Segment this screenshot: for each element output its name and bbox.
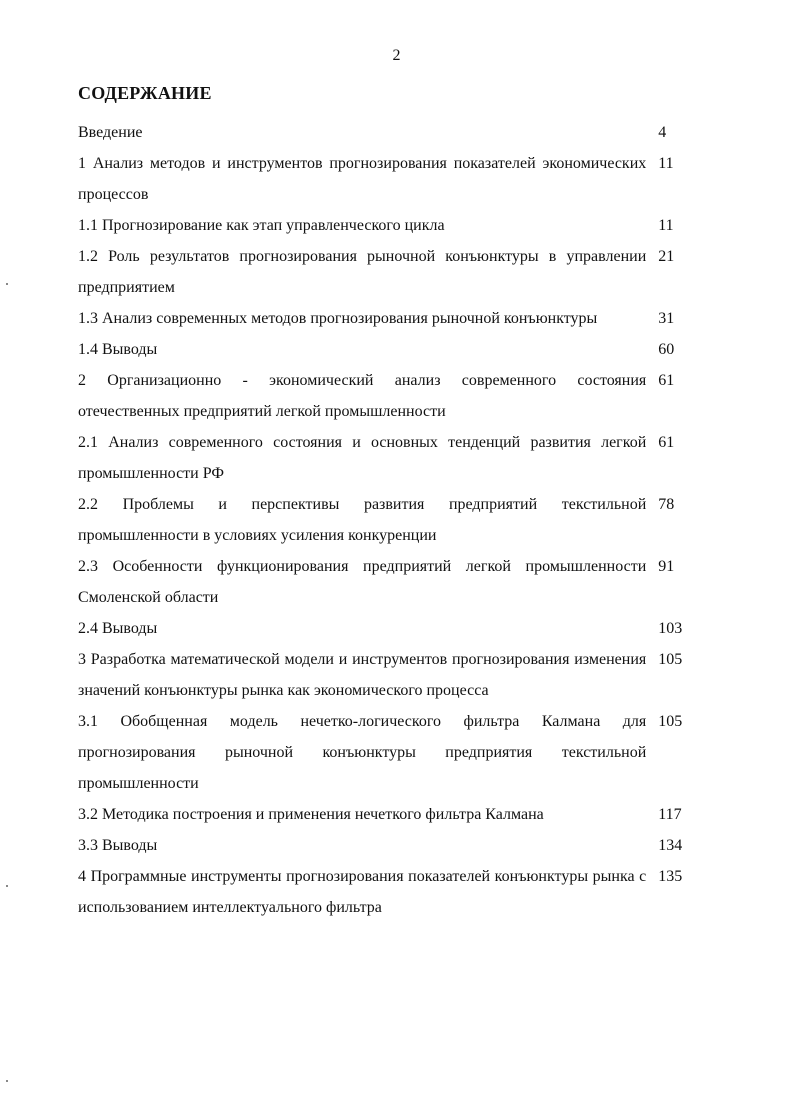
toc-entry-page: 105 — [658, 713, 683, 730]
toc-entry-introduction — [78, 117, 698, 148]
toc-entry-section-1-3 — [78, 303, 698, 334]
toc-entry-chapter-2 — [78, 365, 698, 427]
scan-mark — [6, 885, 8, 887]
toc-entry-title: 3 Разработка математической модели и инструментов прогнозирования изменения значений конъюнктуры рынка как экономического процесса — [78, 651, 647, 699]
toc-entry-title: 3.3 Выводы — [78, 837, 158, 854]
toc-entry-title: 1.4 Выводы — [78, 341, 158, 358]
toc-entry-page: 4 — [658, 124, 667, 141]
toc-entry-section-2-1 — [78, 427, 698, 489]
toc-entry-title: 2.2 Проблемы и перспективы развития предприятий текстильной промышленности в условиях усиления конкуренции — [78, 496, 647, 544]
toc-entry-page: 21 — [658, 248, 675, 265]
toc-entry-page: 105 — [658, 651, 683, 668]
toc-entry-title: 1.2 Роль результатов прогнозирования рыночной конъюнктуры в управлении предприятием — [78, 248, 647, 296]
toc-entry-page: 134 — [658, 837, 683, 854]
toc-entry-title: 1 Анализ методов и инструментов прогнозирования показателей экономических процессов — [78, 155, 647, 203]
toc-entry-page: 61 — [658, 372, 675, 389]
toc-entry-page: 78 — [658, 496, 675, 513]
toc-entry-title: 1.1 Прогнозирование как этап управленческого цикла — [78, 217, 445, 234]
toc-entry-title: 4 Программные инструменты прогнозирования показателей конъюнктуры рынка с использованием интеллектуального фильтра — [78, 868, 647, 916]
page-number: 2 — [392, 47, 401, 64]
toc-entry-title: 3.2 Методика построения и применения нечеткого фильтра Калмана — [78, 806, 544, 823]
toc-entry-page: 61 — [658, 434, 675, 451]
toc-entry-section-3-2 — [78, 799, 698, 830]
scan-mark — [6, 283, 8, 285]
toc-entry-title: 2 Организационно - экономический анализ современного состояния отечественных предприятий легкой промышленности — [78, 372, 647, 420]
toc-entry-title: 2.1 Анализ современного состояния и основных тенденций развития легкой промышленности РФ — [78, 434, 647, 482]
toc-entry-page: 103 — [658, 620, 683, 637]
toc-entry-page: 31 — [658, 310, 675, 327]
toc-entry-section-3-1 — [78, 706, 698, 799]
toc-entry-section-1-2 — [78, 241, 698, 303]
toc-entry-section-2-4 — [78, 613, 698, 644]
toc-entry-section-3-3 — [78, 830, 698, 861]
toc-entry-title: Введение — [78, 124, 143, 141]
toc-entry-title: 2.3 Особенности функционирования предприятий легкой промышленности Смоленской области — [78, 558, 647, 606]
toc-entry-title: 1.3 Анализ современных методов прогнозирования рыночной конъюнктуры — [78, 310, 598, 327]
table-of-contents — [78, 117, 698, 923]
toc-entry-page: 60 — [658, 341, 675, 358]
toc-entry-title: 2.4 Выводы — [78, 620, 158, 637]
toc-entry-section-1-4 — [78, 334, 698, 365]
toc-entry-section-2-2 — [78, 489, 698, 551]
toc-entry-chapter-1 — [78, 148, 698, 210]
toc-entry-section-2-3 — [78, 551, 698, 613]
toc-entry-chapter-4 — [78, 861, 698, 923]
toc-entry-title: 3.1 Обобщенная модель нечетко-логического фильтра Калмана для прогнозирования рыночной конъюнктуры предприятия текстильной промышленности — [78, 713, 647, 792]
toc-entry-section-1-1 — [78, 210, 698, 241]
toc-entry-page: 91 — [658, 558, 675, 575]
toc-entry-chapter-3 — [78, 644, 698, 706]
scan-mark — [6, 1080, 8, 1082]
toc-entry-page: 11 — [658, 217, 674, 234]
toc-entry-page: 11 — [658, 155, 674, 172]
toc-entry-page: 135 — [658, 868, 683, 885]
page-title: СОДЕРЖАНИЕ — [78, 83, 212, 103]
toc-entry-page: 117 — [658, 806, 682, 823]
